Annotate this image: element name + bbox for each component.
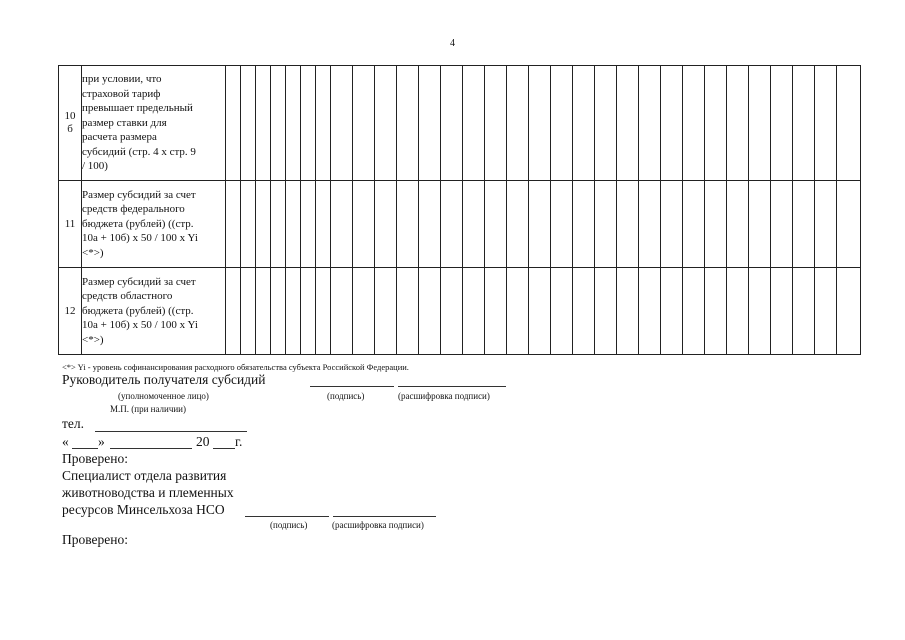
empty-value-cell	[485, 181, 507, 268]
empty-value-cell	[419, 66, 441, 181]
row-description-line: Размер субсидий за счет	[82, 275, 196, 288]
empty-value-cell	[837, 181, 861, 268]
signature-line	[310, 386, 394, 387]
empty-value-cell	[617, 66, 639, 181]
empty-value-cell	[661, 268, 683, 355]
empty-value-cell	[241, 66, 256, 181]
empty-value-cell	[397, 66, 419, 181]
empty-value-cell	[705, 66, 727, 181]
empty-value-cell	[463, 268, 485, 355]
empty-value-cell	[397, 181, 419, 268]
empty-value-cell	[353, 181, 375, 268]
date-open-quote: «	[62, 434, 69, 449]
empty-value-cell	[771, 268, 793, 355]
empty-value-cell	[793, 66, 815, 181]
empty-value-cell	[485, 66, 507, 181]
row-description-cell	[82, 181, 226, 268]
empty-value-cell	[749, 268, 771, 355]
empty-value-cell	[256, 66, 271, 181]
empty-value-cell	[683, 181, 705, 268]
empty-value-cell	[301, 268, 316, 355]
phone-line	[95, 431, 247, 432]
checked-label-2: Проверено:	[62, 532, 129, 547]
empty-value-cell	[507, 268, 529, 355]
table-row	[59, 66, 861, 181]
empty-value-cell	[815, 66, 837, 181]
empty-value-cell	[353, 66, 375, 181]
empty-value-cell	[617, 268, 639, 355]
subsidy-table	[58, 65, 861, 355]
empty-value-cell	[705, 181, 727, 268]
empty-value-cell	[551, 66, 573, 181]
day-line	[72, 448, 98, 449]
row-description-line: бюджета (рублей) ((стр.	[82, 217, 194, 230]
row-description-line: страховой тариф	[82, 87, 161, 100]
empty-value-cell	[286, 181, 301, 268]
specialist-decode-line	[333, 516, 436, 517]
row-number-cell	[59, 268, 82, 355]
empty-value-cell	[837, 66, 861, 181]
empty-value-cell	[815, 268, 837, 355]
year-prefix: 20	[196, 434, 210, 449]
decode-signature-line	[398, 386, 506, 387]
footnote: <*> Yi - уровень софинансирования расходного обязательства субъекта Российской Федерации.	[62, 362, 409, 372]
empty-value-cell	[815, 181, 837, 268]
empty-value-cell	[331, 66, 353, 181]
empty-value-cell	[551, 181, 573, 268]
specialist-decode-caption: (расшифровка подписи)	[332, 520, 424, 530]
empty-value-cell	[639, 66, 661, 181]
empty-value-cell	[316, 268, 331, 355]
empty-value-cell	[573, 181, 595, 268]
row-number-cell	[59, 181, 82, 268]
row-description-cell	[82, 268, 226, 355]
empty-value-cell	[727, 268, 749, 355]
signature-caption: (подпись)	[327, 391, 365, 401]
table-row	[59, 181, 861, 268]
empty-value-cell	[463, 66, 485, 181]
empty-value-cell	[771, 181, 793, 268]
row-description-line: превышает предельный	[82, 102, 193, 115]
empty-value-cell	[271, 181, 286, 268]
empty-value-cell	[256, 268, 271, 355]
empty-value-cell	[529, 66, 551, 181]
empty-value-cell	[375, 181, 397, 268]
page-number: 4	[450, 38, 455, 49]
row-description-line: средств областного	[82, 290, 173, 303]
empty-value-cell	[316, 66, 331, 181]
row-number: 11	[64, 217, 76, 230]
empty-value-cell	[595, 268, 617, 355]
specialist-line-2: животноводства и племенных	[62, 485, 234, 500]
empty-value-cell	[441, 181, 463, 268]
row-description-line: <*>)	[82, 246, 104, 259]
row-description-line: бюджета (рублей) ((стр.	[82, 304, 194, 317]
row-description-line: 10а + 10б) x 50 / 100 x Yi	[82, 319, 198, 332]
specialist-signature-caption: (подпись)	[270, 520, 308, 530]
empty-value-cell	[353, 268, 375, 355]
specialist-line-1: Специалист отдела развития	[62, 468, 227, 483]
empty-value-cell	[419, 181, 441, 268]
table-row	[59, 268, 861, 355]
empty-value-cell	[331, 181, 353, 268]
phone-label: тел.	[62, 416, 85, 431]
row-description-cell	[82, 66, 226, 181]
specialist-line-3: ресурсов Минсельхоза НСО	[62, 502, 225, 517]
row-description-line: <*>)	[82, 333, 104, 346]
empty-value-cell	[331, 268, 353, 355]
stamp-caption: М.П. (при наличии)	[110, 404, 186, 414]
row-description-line: размер ставки для	[82, 116, 167, 129]
row-description-line: 10а + 10б) x 50 / 100 x Yi	[82, 232, 198, 245]
row-description-line: субсидий (стр. 4 x стр. 9	[82, 145, 196, 158]
empty-value-cell	[683, 268, 705, 355]
empty-value-cell	[639, 181, 661, 268]
empty-value-cell	[241, 268, 256, 355]
row-number-suffix: б	[67, 123, 73, 135]
date-close-quote: »	[98, 434, 105, 449]
empty-value-cell	[727, 181, 749, 268]
row-number-cell	[59, 66, 82, 181]
empty-value-cell	[617, 181, 639, 268]
empty-value-cell	[226, 66, 241, 181]
empty-value-cell	[639, 268, 661, 355]
empty-value-cell	[771, 66, 793, 181]
year-line	[213, 448, 235, 449]
empty-value-cell	[749, 66, 771, 181]
empty-value-cell	[441, 268, 463, 355]
empty-value-cell	[441, 66, 463, 181]
empty-value-cell	[256, 181, 271, 268]
empty-value-cell	[286, 66, 301, 181]
empty-value-cell	[226, 268, 241, 355]
year-suffix: г.	[235, 434, 243, 449]
row-number: 12	[64, 304, 76, 317]
empty-value-cell	[793, 181, 815, 268]
empty-value-cell	[661, 66, 683, 181]
empty-value-cell	[463, 181, 485, 268]
empty-value-cell	[661, 181, 683, 268]
empty-value-cell	[837, 268, 861, 355]
head-recipient-label: Руководитель получателя субсидий	[62, 372, 266, 387]
row-description-line: средств федерального	[82, 203, 185, 216]
empty-value-cell	[727, 66, 749, 181]
empty-value-cell	[316, 181, 331, 268]
empty-value-cell	[397, 268, 419, 355]
empty-value-cell	[793, 268, 815, 355]
empty-value-cell	[683, 66, 705, 181]
empty-value-cell	[529, 268, 551, 355]
empty-value-cell	[573, 268, 595, 355]
row-description-line: расчета размера	[82, 131, 157, 144]
empty-value-cell	[226, 181, 241, 268]
empty-value-cell	[286, 268, 301, 355]
row-number: 10	[64, 110, 76, 122]
empty-value-cell	[271, 66, 286, 181]
month-line	[110, 448, 192, 449]
empty-value-cell	[551, 268, 573, 355]
empty-value-cell	[595, 181, 617, 268]
empty-value-cell	[375, 268, 397, 355]
empty-value-cell	[529, 181, 551, 268]
empty-value-cell	[301, 66, 316, 181]
row-description-line: / 100)	[82, 160, 108, 173]
empty-value-cell	[507, 66, 529, 181]
empty-value-cell	[573, 66, 595, 181]
empty-value-cell	[419, 268, 441, 355]
empty-value-cell	[507, 181, 529, 268]
row-description-line: при условии, что	[82, 72, 162, 85]
empty-value-cell	[375, 66, 397, 181]
empty-value-cell	[485, 268, 507, 355]
empty-value-cell	[241, 181, 256, 268]
empty-value-cell	[749, 181, 771, 268]
empty-value-cell	[271, 268, 286, 355]
decode-signature-caption: (расшифровка подписи)	[398, 391, 490, 401]
row-description-line: Размер субсидий за счет	[82, 188, 196, 201]
authorized-person-caption: (уполномоченное лицо)	[118, 391, 209, 401]
empty-value-cell	[301, 181, 316, 268]
checked-label-1: Проверено:	[62, 451, 129, 466]
empty-value-cell	[705, 268, 727, 355]
specialist-signature-line	[245, 516, 329, 517]
empty-value-cell	[595, 66, 617, 181]
